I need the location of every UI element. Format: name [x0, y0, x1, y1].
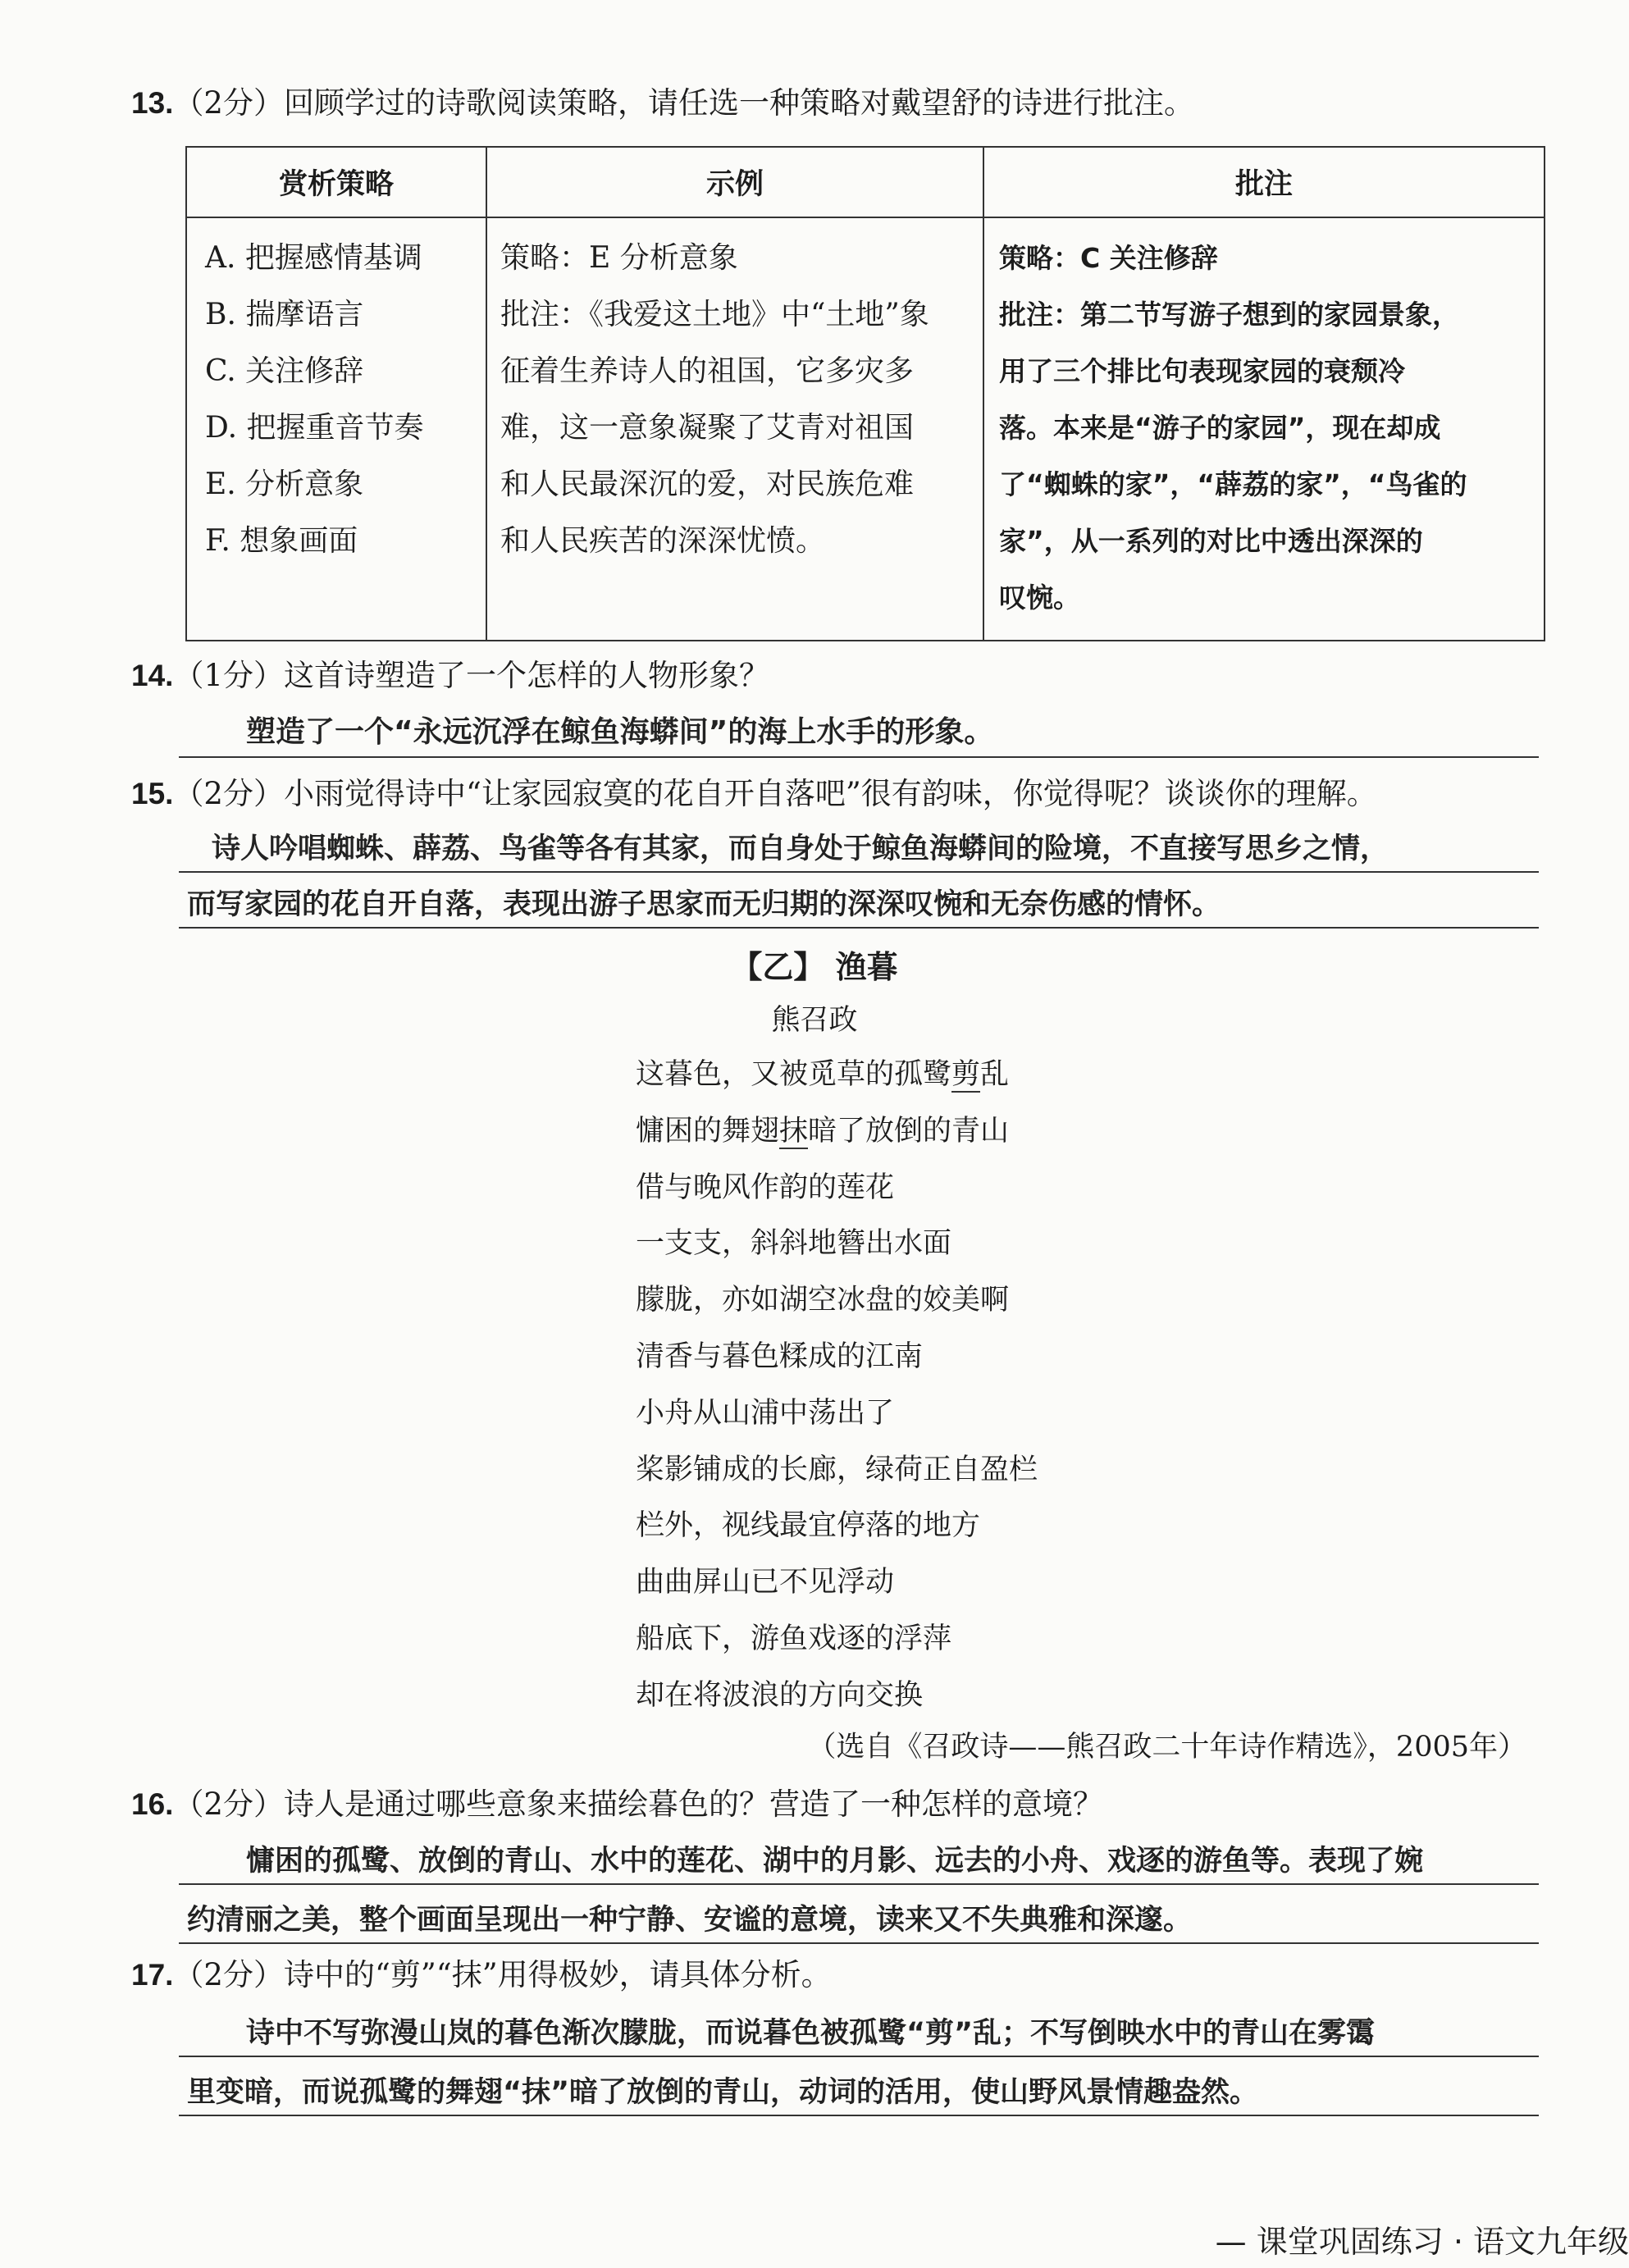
underlined-word: 抹 — [779, 1114, 809, 1148]
question-number: 15. — [131, 777, 174, 810]
poem-body — [636, 1047, 1038, 1724]
poem-line: 清香与暮色糅成的江南 — [636, 1339, 924, 1373]
answer-line: 约清丽之美，整个画面呈现出一种宁静、安谧的意境，读来又不失典雅和深邃。 — [187, 1904, 1193, 1937]
answer-line: 策略：C 关注修辞 — [999, 242, 1218, 274]
answer-line: 家”，从一系列的对比中透出深深的 — [999, 525, 1423, 557]
answer-line: 里变暗，而说孤鹭的舞翅“抹”暗了放倒的青山，动词的活用，使山野风景情趣盎然。 — [187, 2076, 1259, 2109]
answer-underline — [179, 871, 1539, 873]
poem-line: 栏外，视线最宜停落的地方 — [636, 1509, 981, 1543]
strategy-list — [186, 217, 486, 641]
header-example: 示例 — [486, 147, 983, 217]
answer-line: 落。本来是“游子的家园”，现在却成 — [999, 412, 1441, 444]
strategy-table — [185, 146, 1545, 641]
answer-line: 了“蜘蛛的家”，“薜荔的家”，“鸟雀的 — [999, 468, 1467, 500]
answer-line: 慵困的孤鹭、放倒的青山、水中的莲花、湖中的月影、远去的小舟、戏逐的游鱼等。表现了婉 — [246, 1845, 1424, 1878]
header-strategy: 赏析策略 — [186, 147, 486, 217]
list-item: B. 揣摩语言 — [205, 298, 364, 331]
example-cell — [486, 217, 983, 641]
poem-line: 却在将波浪的方向交换 — [636, 1678, 924, 1712]
question-text: （2分）小雨觉得诗中“让家园寂寞的花自开自落吧”很有韵味，你觉得呢？谈谈你的理解。 — [173, 776, 1377, 811]
answer-underline — [179, 2115, 1539, 2116]
list-item: D. 把握重音节奏 — [205, 411, 424, 445]
list-item: E. 分析意象 — [205, 468, 364, 501]
answer-line: 诗人吟唱蜘蛛、薜荔、鸟雀等各有其家，而自身处于鲸鱼海蟒间的险境，不直接写思乡之情， — [212, 833, 1389, 865]
poem-line: 朦胧，亦如湖空冰盘的姣美啊 — [636, 1284, 1010, 1317]
poem-line: 一支支，斜斜地簪出水面 — [636, 1227, 952, 1261]
table-body-row — [186, 217, 1545, 641]
question-text: （1分）这首诗塑造了一个怎样的人物形象？ — [173, 658, 769, 693]
answer-underline — [179, 756, 1539, 758]
table-header-row — [186, 147, 1545, 217]
annotation-answer-cell — [983, 217, 1545, 641]
question-17 — [131, 1955, 832, 1995]
answer-underline — [179, 1883, 1539, 1885]
question-number: 17. — [131, 1958, 174, 1992]
question-text: （2分）诗人是通过哪些意象来描绘暮色的？营造了一种怎样的意境？ — [173, 1787, 1103, 1822]
example-line: 和人民最深沉的爱，对民族危难 — [500, 468, 915, 501]
question-15 — [131, 774, 1377, 814]
poem-line: 桨影铺成的长廊，绿荷正自盈栏 — [636, 1453, 1038, 1486]
answer-underline — [179, 2056, 1539, 2057]
question-number: 16. — [131, 1787, 174, 1821]
answer-line: 而写家园的花自开自落，表现出游子思家而无归期的深深叹惋和无奈伤感的情怀。 — [187, 888, 1221, 921]
answer-line: 塑造了一个“永远沉浮在鲸鱼海蟒间”的海上水手的形象。 — [246, 715, 994, 749]
example-line: 和人民疾苦的深深忧愤。 — [500, 524, 826, 558]
question-number: 14. — [131, 659, 174, 692]
question-14 — [131, 656, 769, 696]
list-item: F. 想象画面 — [205, 524, 358, 558]
example-line: 难，这一意象凝聚了艾青对祖国 — [500, 411, 915, 445]
poem-line: 借与晚风作韵的莲花 — [636, 1171, 895, 1204]
question-number: 13. — [131, 86, 174, 120]
underlined-word: 剪 — [951, 1058, 981, 1091]
question-16 — [131, 1785, 1103, 1824]
question-text: （2分）回顾学过的诗歌阅读策略，请任选一种策略对戴望舒的诗进行批注。 — [173, 85, 1194, 121]
header-annotation: 批注 — [983, 147, 1545, 217]
list-item: C. 关注修辞 — [205, 354, 364, 388]
poem-line: 慵困的舞翅抹暗了放倒的青山 — [636, 1114, 1010, 1148]
answer-line: 诗中不写弥漫山岚的暮色渐次朦胧，而说暮色被孤鹭“剪”乱；不写倒映水中的青山在雾霭 — [246, 2017, 1376, 2050]
answer-underline — [179, 1942, 1539, 1944]
question-13 — [131, 84, 1194, 123]
poem-author: 熊召政 — [771, 1004, 858, 1037]
example-line: 批注：《我爱这土地》中“土地”象 — [500, 298, 929, 331]
poem-line: 曲曲屏山已不见浮动 — [636, 1566, 895, 1599]
poem-line: 这暮色，又被觅草的孤鹭剪乱 — [636, 1058, 1010, 1091]
poem-title: 【乙】 渔暮 — [731, 949, 898, 985]
poem-line: 船底下，游鱼戏逐的浮萍 — [636, 1622, 952, 1655]
page-footer: — 课堂巩固练习 · 语文九年级 — [1215, 2224, 1629, 2260]
answer-line: 用了三个排比句表现家园的衰颓冷 — [999, 355, 1405, 387]
poem-source: （选自《召政诗——熊召政二十年诗作精选》，2005年） — [807, 1731, 1526, 1764]
answer-line: 批注：第二节写游子想到的家园景象， — [999, 299, 1459, 331]
example-line: 征着生养诗人的祖国，它多灾多 — [500, 354, 915, 388]
example-line: 策略：E 分析意象 — [500, 241, 738, 275]
poem-line: 小舟从山浦中荡出了 — [636, 1396, 895, 1430]
question-text: （2分）诗中的“剪”“抹”用得极妙，请具体分析。 — [173, 1957, 832, 1992]
answer-line: 叹惋。 — [999, 582, 1080, 614]
answer-underline — [179, 927, 1539, 929]
list-item: A. 把握感情基调 — [205, 241, 422, 275]
